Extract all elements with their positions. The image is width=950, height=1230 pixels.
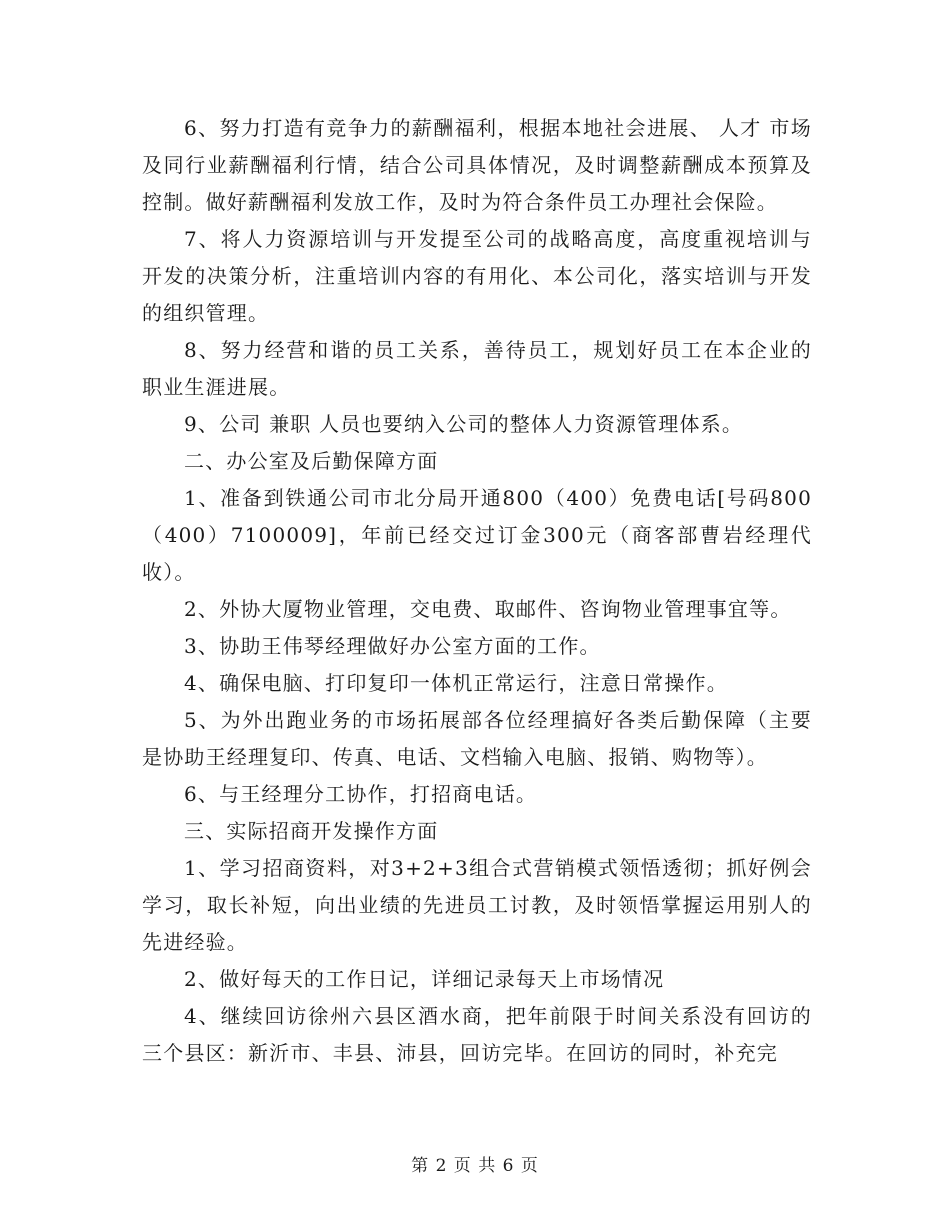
paragraph-item-1-study: 1、学习招商资料，对3+2+3组合式营销模式领悟透彻；抓好例会学习，取长补短，向出业绩的先进员工讨教，及时领悟掌握运用别人的先进经验。 <box>142 856 812 954</box>
paragraph-item-9-part-time: 9、公司 兼职 人员也要纳入公司的整体人力资源管理体系。 <box>184 412 744 436</box>
paragraph-item-7-training: 7、将人力资源培训与开发提至公司的战略高度，高度重视培训与开发的决策分析，注重培训内容的有用化、本公司化，落实培训与开发的组织管理。 <box>142 227 812 325</box>
paragraph-item-3-assist: 3、协助王伟琴经理做好办公室方面的工作。 <box>184 634 601 658</box>
paragraph-item-8-employee-relations: 8、努力经营和谐的员工关系，善待员工，规划好员工在本企业的职业生涯进展。 <box>142 338 812 399</box>
page-footer <box>0 1151 950 1176</box>
section-heading-investment: 三、实际招商开发操作方面 <box>184 819 439 843</box>
paragraph-item-4-revisit: 4、继续回访徐州六县区酒水商，把年前限于时间关系没有回访的三个县区：新沂市、丰县、沛县，回访完毕。在回访的同时，补充完 <box>142 1004 812 1065</box>
paragraph-item-6-phone-calls: 6、与王经理分工协作，打招商电话。 <box>184 782 538 806</box>
paragraph-item-1-phone-line: 1、准备到铁通公司市北分局开通800（400）免费电话[号码800（400）7100009]，年前已经交过订金300元（商客部曹岩经理代收）。 <box>142 486 812 584</box>
page-number-label: 第 2 页 共 6 页 <box>411 1156 539 1176</box>
paragraph-item-5-support: 5、为外出跑业务的市场拓展部各位经理搞好各类后勤保障（主要是协助王经理复印、传真、电话、文档输入电脑、报销、购物等）。 <box>142 708 812 769</box>
section-heading-office-logistics: 二、办公室及后勤保障方面 <box>184 449 439 473</box>
paragraph-item-6-compensation: 6、努力打造有竞争力的薪酬福利，根据本地社会进展、 人才 市场及同行业薪酬福利行情，结合公司具体情况，及时调整薪酬成本预算及控制。做好薪酬福利发放工作，及时为符合条件员工办理社会保险。 <box>142 116 812 214</box>
paragraph-item-4-equipment: 4、确保电脑、打印复印一体机正常运行，注意日常操作。 <box>184 671 728 695</box>
document-body <box>142 110 812 1072</box>
paragraph-item-2-property: 2、外协大厦物业管理，交电费、取邮件、咨询物业管理事宜等。 <box>184 597 792 621</box>
paragraph-item-2-diary: 2、做好每天的工作日记，详细记录每天上市场情况 <box>184 967 665 991</box>
